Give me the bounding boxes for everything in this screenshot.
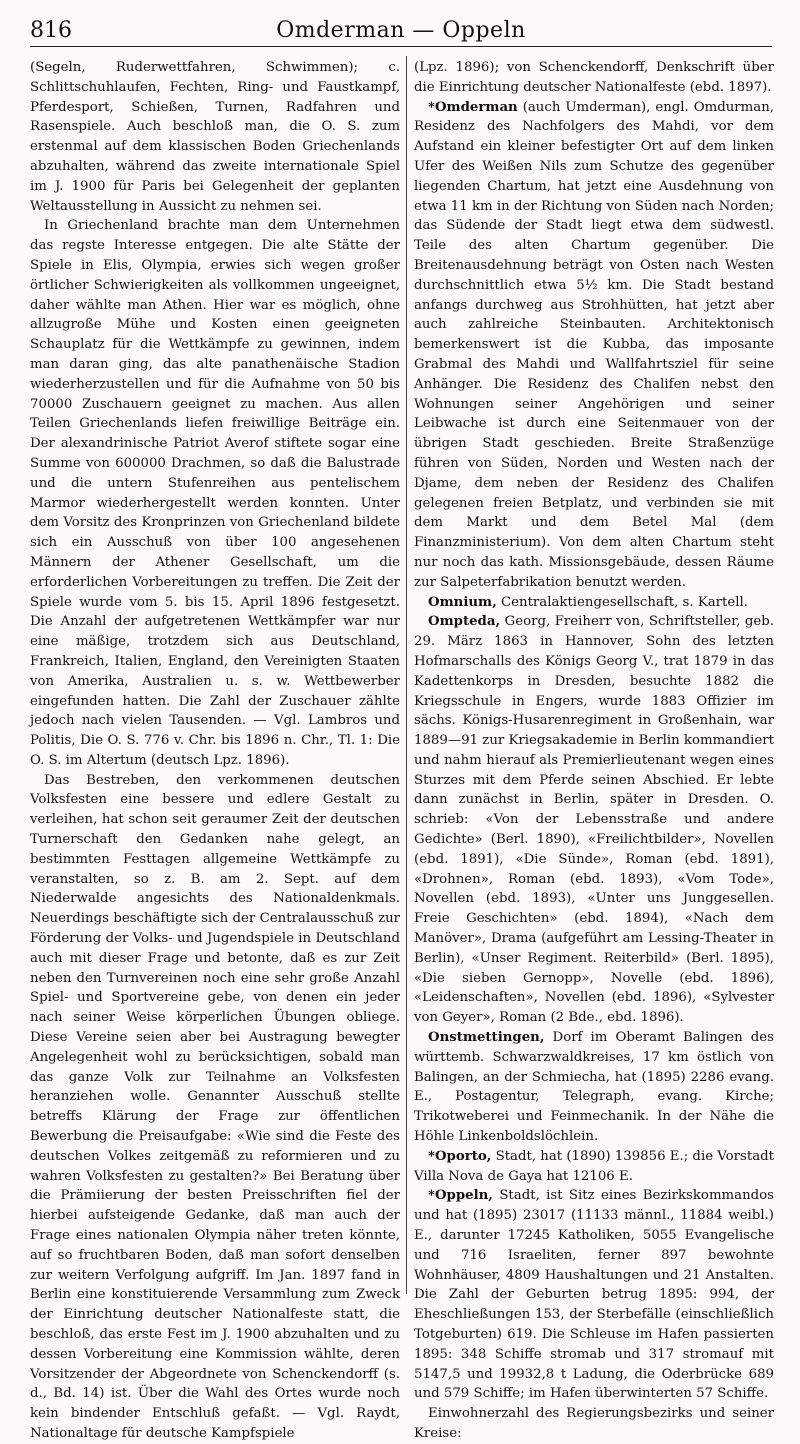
page-number: 816 — [30, 18, 72, 43]
running-title: Omderman — Oppeln — [276, 18, 526, 43]
olympic-games-paragraph-1: (Segeln, Ruderwettfahren, Schwimmen); c. Schlittschuhlaufen, Fechten, Ring- und Faustkampf, Pferdesport, Schießen, Turnen, Radfahren und Rasenspiele. Auch beschloß man, die O. S. zum erstenmal auf dem klassischen Boden Griechenlands abzuhalten, während das zweite internationale Spiel im J. 1900 für Paris bei Gelegenheit der geplanten Weltausstellung in Aussicht zu nehmen sei. — [30, 60, 400, 214]
entry-omderman — [414, 98, 774, 593]
right-column — [414, 58, 774, 1444]
entry-text: Centralaktiengesellschaft, s. Kartell. — [500, 594, 748, 610]
column-divider — [406, 56, 407, 1294]
olympic-games-paragraph-2: In Griechenland brachte man dem Unternehmen das regste Interesse entgegen. Die alte Stätte der Spiele in Elis, Olympia, erwies sich wegen großer örtlicher Schwierigkeiten als vollkommen ungeeignet, daher wählte man Athen. Hier war es möglich, ohne allzugroße Mühe und Kosten einen geeigneten Schauplatz für die Wettkämpfe zu gewinnen, indem man daran ging, das alte panathenäische Stadion wiederherzustellen und für die Aufnahme von 50 bis 70000 Zuschauern geeignet zu machen. Aus allen Teilen Griechenlands liefen freiwillige Beiträge ein. Der alexandrinische Patriot Averof stiftete sogar eine Summe von 600000 Drachmen, so daß die Balustrade und die untern Stufenreihen aus pentelischem Marmor wiederhergestellt werden konnten. Unter dem Vorsitz des Kronprinzen von Griechenland bildete sich ein Ausschuß von über 100 angesehenen Männern der Athener Gesellschaft, um die erforderlichen Vorbereitungen zu treffen. Die Zeit der Spiele wurde vom 5. bis 15. April 1896 festgesetzt. Die Anzahl der aufgetretenen Wettkämpfer war nur eine mäßige, trotzdem sich aus Deutschland, Frankreich, Italien, England, den Vereinigten Staaten von Amerika, Australien u. s. w. Wettbewerber eingefunden hatten. Die Zahl der Zuschauer zählte jedoch nach vielen Tausenden. — Vgl. Lambros und Politis, Die O. S. 776 v. Chr. bis 1896 n. Chr., Tl. 1: Die O. S. im Altertum (deutsch Lpz. 1896). — [30, 218, 400, 768]
entry-onstmettingen — [414, 1028, 774, 1147]
entry-oppeln — [414, 1186, 774, 1404]
population-table-intro: Einwohnerzahl des Regierungsbezirks und seiner Kreise: — [414, 1406, 774, 1441]
headword: Ompteda, — [428, 614, 501, 630]
headword: *Omderman — [428, 99, 518, 115]
entry-ompteda — [414, 612, 774, 1028]
olympic-games-paragraph-3: Das Bestreben, den verkommenen deutschen Volksfesten eine bessere und edlere Gestalt zu verleihen, hat schon seit geraumer Zeit der deutschen Turnerschaft den Gedanken nahe gelegt, an bestimmten Festtagen allgemeine Wettkämpfe zu veranstalten, so z. B. am 2. Sept. auf dem Niederwalde angesichts des Nationaldenkmals. Neuerdings beschäftigte sich der Centralausschuß zur Förderung der Volks- und Jugendspiele in Deutschland auch mit dieser Frage und betonte, daß es zur Zeit neben den Turnvereinen noch eine sehr große Anzahl Spiel- und Sportvereine gebe, von denen ein jeder nach seiner Weise körperlichen Übungen obliege. Diese Vereine seien aber bei Austragung bewegter Angelegenheit wohl zu berücksichtigen, sobald man das ganze Volk zur Teilnahme an Volksfesten heranziehen wolle. Genannter Ausschuß stellte betreffs Klärung der Frage zur öffentlichen Bewerbung die Preisaufgabe: «Wie sind die Feste des deutschen Volkes zeitgemäß zu reformieren und zu wahren Volksfesten zu gestalten?» Bei Beratung über die Prämiierung der besten Preisschriften fiel der hierbei aufsteigende Gedanke, daß man auch der Frage eines nationalen Olympia näher treten könnte, auf so fruchtbaren Boden, daß man sofort denselben zur weitern Verfolgung aufgriff. Im Jan. 1897 fand in Berlin eine konstituierende Versammlung zum Zweck der Einrichtung deutscher Nationalfeste statt, die beschloß, das erste Fest im J. 1900 abzuhalten und zu dessen Vorbereitung eine Kommission wählte, deren Vorsitzender der Abgeordnete von Schenckendorff (s. d., Bd. 14) ist. Über die Wahl des Ortes wurde noch kein bindender Entschluß gefaßt. — Vgl. Raydt, Nationaltage für deutsche Kampfspiele — [30, 772, 400, 1441]
entry-text: Stadt, hat (1890) 139856 E.; die Vorstadt Villa Nova de Gaya hat 12106 E. — [414, 1148, 774, 1184]
entry-text: Stadt, ist Sitz eines Bezirkskommandos und hat (1895) 23017 (11133 männl., 11884 weibl.) E., darunter 17245 Katholiken, 5055 Evangelische und 716 Israeliten, ferner 897 bewohnte Wohnhäuser, 4809 Haushaltungen und 21 Anstalten. Die Zahl der Geburten betrug 1895: 994, der Eheschließungen 153, der Sterbefälle (einschließlich Totgeburten) 619. Die Schleuse im Hafen passierten 1895: 348 Schiffe stromab und 317 stromauf mit 5147,5 und 19932,8 t Ladung, die Oderbrücke 689 und 579 Schiffe; im Hafen überwinterten 57 Schiffe. — [414, 1188, 774, 1402]
headword: Omnium, — [428, 594, 497, 610]
headword: Onstmettingen, — [428, 1030, 545, 1046]
continuation-paragraph: (Lpz. 1896); von Schenckendorff, Denkschrift über die Einrichtung deutscher Nationalfeste (ebd. 1897). — [414, 60, 774, 95]
entry-text: Dorf im Oberamt Balingen des württemb. Schwarzwaldkreises, 17 km östlich von Balingen, an der Schmiecha, hat (1895) 2286 evang. E., Postagentur, Telegraph, evang. Kirche; Trikotweberei und Feinmechanik. In der Nähe die Höhle Linkenboldslöchlein. — [414, 1030, 774, 1145]
headword: *Oporto, — [428, 1148, 492, 1164]
header-rule — [30, 46, 772, 47]
entry-omnium — [414, 593, 774, 613]
headword: *Oppeln, — [428, 1188, 493, 1204]
entry-text: (auch Umderman), engl. Omdurman, Residenz des Nachfolgers des Mahdi, vor dem Aufstand ein kleiner befestigter Ort auf dem linken Ufer des Weißen Nils zum Schutze des gegenüber liegenden Chartum, hat jetzt eine Ausdehnung von etwa 11 km in der Richtung von Süden nach Norden; das Südende der Stadt liegt etwa dem südwestl. Teile des alten Chartum gegenüber. Die Breitenausdehnung beträgt von Osten nach Westen durchschnittlich etwa 5½ km. Die Stadt bestand anfangs durchweg aus Strohhütten, hat jetzt aber auch zahlreiche Steinbauten. Architektonisch bemerkenswert ist die Kubba, das imposante Grabmal des Mahdi und Wallfahrtsziel für seine Anhänger. Die Residenz des Chalifen nebst den Wohnungen seiner Angehörigen und seiner Leibwache ist durch eine Seitenmauer von der übrigen Stadt geschieden. Breite Straßenzüge führen von Süden, Norden und Westen nach der Djame, dem neben der Residenz des Chalifen gelegenen freien Betplatz, und verbinden sie mit dem Markt und dem Betel Mal (dem Finanzministerium). Von dem alten Chartum steht nur noch das kath. Missionsgebäude, dessen Räume zur Salpeterfabrikation benutzt werden. — [414, 99, 774, 590]
left-column — [30, 58, 400, 1444]
entry-oporto — [414, 1147, 774, 1187]
entry-text: Georg, Freiherr von, Schriftsteller, geb. 29. März 1863 in Hannover, Sohn des letzten Hofmarschalls des Königs Georg V., trat 1879 in das Kadettenkorps in Dresden, besuchte 1882 die Kriegsschule in Engers, wurde 1883 Offizier im sächs. Königs-Husarenregiment in Großenhain, war 1889—91 zur Kriegsakademie in Berlin kommandiert und nahm hierauf als Premierlieutenant wegen eines Sturzes mit dem Pferde seinen Abschied. Er lebte dann zunächst in Berlin, später in Dresden. O. schrieb: «Von der Lebensstraße und andere Gedichte» (Berl. 1890), «Freilichtbilder», Novellen (ebd. 1891), «Die Sünde», Roman (ebd. 1891), «Drohnen», Roman (ebd. 1893), «Vom Tode», Novellen (ebd. 1893), «Unter uns Junggesellen. Freie Geschichten» (ebd. 1894), «Nach dem Manöver», Drama (aufgeführt am Lessing-Theater in Berlin), «Unser Regiment. Reiterbild» (Berl. 1895), «Die sieben Gernopp», Novelle (ebd. 1896), «Leidenschaften», Novellen (ebd. 1896), «Sylvester von Geyer», Roman (2 Bde., ebd. 1896). — [414, 614, 774, 1026]
